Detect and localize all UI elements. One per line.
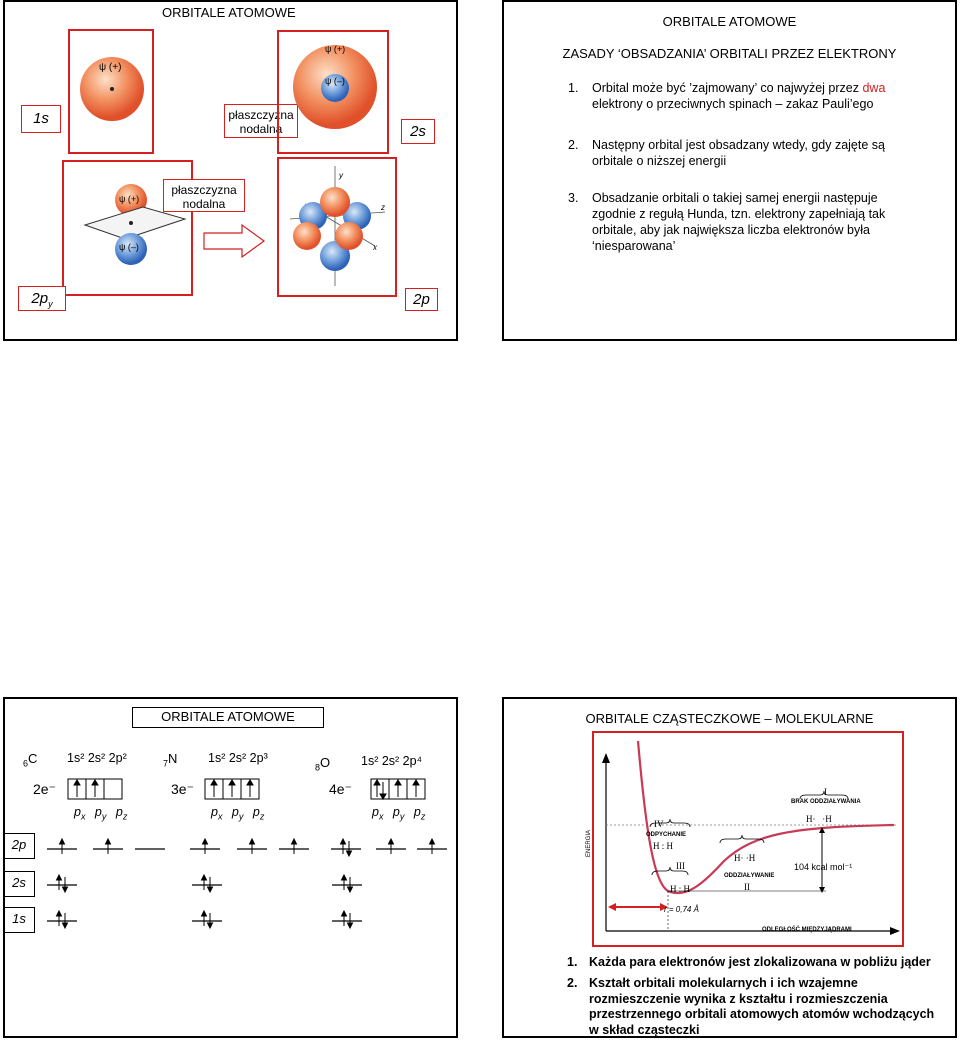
nitrogen-symbol: N [168,751,178,766]
mo-item-2-num: 2. [567,976,578,990]
oxygen-header [315,755,330,773]
svg-text:y: y [339,171,343,180]
rule-1-num: 1. [568,81,579,95]
rule-1-line2: elektrony o przeciwnych spinach – zakaz Pauli’ego [592,97,874,111]
psi-plus-2py-label: ψ (+) [119,194,140,204]
rule-3 [568,190,886,254]
region-II-label: ODDZIAŁYWANIE [724,873,775,879]
label-2p-text: 2p [413,291,430,308]
slide-electron-configs [3,697,458,1038]
region-IV-atoms: H : H [653,841,673,851]
rule-1-line1 [592,80,885,96]
rule-3-line4: ‘niesparowana’ [592,239,676,253]
mo-item-2-line4: w skład cząsteczki [589,1022,700,1037]
rule-1 [568,80,886,112]
label-1s [21,105,61,133]
label-2py [18,286,66,311]
level-2p-text: 2p [11,837,27,852]
rule-1-text-a: Orbital może być ’zajmowany’ co najwyżej przez [592,81,863,95]
label-2py-sub: y [48,299,53,309]
potential-energy-chart [594,733,902,945]
nodal-plane-text-bottom: płaszczyzna nodalna [171,183,237,211]
nitrogen-config: 1s² 2s² 2p³ [208,751,268,765]
bond-length-value: r = 0,74 Å [664,905,699,914]
slide2-title: ORBITALE ATOMOWE [662,14,797,29]
nitrogen-header [163,751,177,769]
slide1-title: ORBITALE ATOMOWE [162,5,296,20]
slide3-title-box [132,707,324,728]
energy-level-diagram [5,834,458,934]
level-2s-text: 2s [12,875,26,890]
carbon-electrons: 2e⁻ [33,781,56,797]
rule-3-line3: orbitale, aby jak największa liczba elektronów była [592,223,870,237]
region-IV-label: ODPYCHANIE [646,832,687,838]
rule-3-line2: zgodnie z regułą Hunda, tzn. elektrony zapełniają tak [592,207,886,221]
orbital-2p-lobes [285,164,390,292]
rule-2-num: 2. [568,138,579,152]
oxygen-orbital-labels: $p_x$ $p_y$ $p_z$ [372,805,426,822]
slide-molecular-orbitals [502,697,957,1038]
chart-ylabel: ENERGIA [586,829,592,857]
region-III: III [676,861,685,871]
nodal-plane-text-top: płaszczyzna nodalna [228,108,294,136]
label-1s-text: 1s [33,110,49,127]
rule-3-num: 3. [568,191,579,205]
level-1s-text: 1s [12,911,26,926]
nitrogen-z: 7 [163,758,169,769]
psi-minus-2py-label: ψ (–) [119,242,139,252]
orbital-boxes [5,777,458,807]
slide-orbitals-shapes [3,0,458,341]
label-2p [405,288,438,311]
mo-item-2 [567,976,935,1038]
region-I-atoms: H· ·H [806,814,832,824]
region-II-atoms: H· ·H [734,853,756,863]
mo-item-2-line3: przestrzennego orbitali atomowych atomów wchodzących [589,1007,935,1021]
oxygen-symbol: O [320,755,331,770]
slide3-title: ORBITALE ATOMOWE [161,709,295,724]
rule-2-line1: Następny orbital jest obsadzany wtedy, gdy zajęte są [592,138,885,152]
slide4-title: ORBITALE CZĄSTECZKOWE – MOLEKULARNE [585,711,874,726]
carbon-orbital-labels: $p_x$ $p_y$ $p_z$ [74,805,128,822]
mo-item-2-line2: rozmieszczenie wynika z kształtu i rozmieszczenia [589,991,888,1006]
rule-3-line1: Obsadzanie orbitali o takiej samej energii następuje [592,191,878,205]
oxygen-z: 8 [315,762,321,773]
region-III-atoms: H : H [670,884,690,894]
region-I: I [824,787,827,797]
nodal-plane-label-bottom [163,179,245,212]
chart-xlabel: ODLEGŁOŚĆ MIĘDZYJĄDRAMI [762,927,852,933]
mo-item-1-text: Każda para elektronów jest zlokalizowana w pobliżu jąder [589,955,931,969]
region-II: II [744,882,750,892]
carbon-symbol: C [28,751,38,766]
carbon-config: 1s² 2s² 2p² [67,751,127,765]
psi-minus-2s-label: ψ (–) [325,76,345,86]
right-arrow-icon [202,223,266,259]
oxygen-config: 1s² 2s² 2p⁴ [361,754,422,768]
svg-text:x: x [373,243,377,252]
label-2s [401,119,435,144]
svg-text:z: z [381,203,385,212]
region-IV: IV [654,819,664,829]
label-2s-text: 2s [410,123,426,140]
mo-item-1-num: 1. [567,955,578,969]
psi-plus-2s-label: ψ (+) [325,44,346,54]
region-I-label: BRAK ODDZIAŁYWANIA [791,799,861,805]
orbital-2s-sphere [290,42,380,132]
energy-value: 104 kcal mol⁻¹ [794,862,853,872]
slide-filling-rules [502,0,957,341]
carbon-z: 6 [23,758,29,769]
rule-2-line2: orbitale o niższej energii [592,154,727,168]
slide2-subtitle: ZASADY ‘OBSADZANIA’ ORBITALI PRZEZ ELEKTRONY [562,46,897,61]
label-2py-text: 2p [31,290,49,307]
carbon-header [23,751,37,769]
nitrogen-orbital-labels: $p_x$ $p_y$ $p_z$ [211,805,265,822]
mo-item-1 [567,955,931,971]
oxygen-electrons: 4e⁻ [329,781,352,797]
mo-item-2-line1: Kształt orbitali molekularnych i ich wzajemne [589,976,858,990]
psi-plus-label: ψ (+) [99,62,122,73]
rule-1-highlight: dwa [862,81,886,95]
rule-2 [568,137,885,169]
nitrogen-electrons: 3e⁻ [171,781,194,797]
